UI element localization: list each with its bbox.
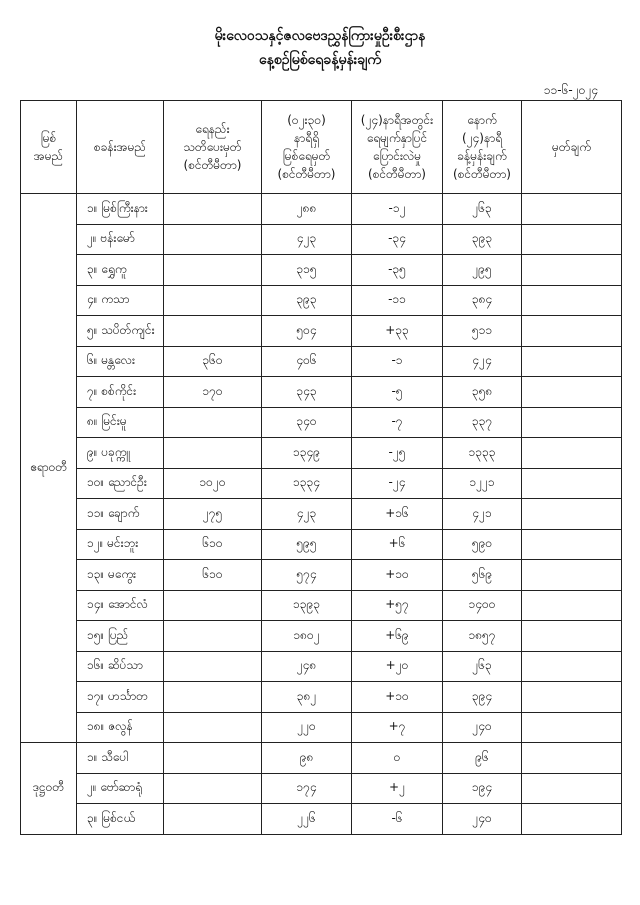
remarks-cell xyxy=(522,377,622,408)
forecast-cell: ၃၅၈ xyxy=(443,377,522,408)
change-cell: -၁၁ xyxy=(352,285,443,316)
forecast-cell: ၅၉၀ xyxy=(443,529,522,560)
observed-level-cell: ၃၄၃ xyxy=(262,377,352,408)
remarks-cell xyxy=(522,651,622,682)
table-row xyxy=(21,682,622,713)
header-line: (၂၄)နာရီအတွင်း xyxy=(360,113,434,127)
station-name-cell: ၄။ ကသာ xyxy=(77,285,164,316)
danger-level-cell: ၂၇၅ xyxy=(164,499,262,530)
header-line: (၀၂း၃၀) xyxy=(287,113,326,127)
remarks-cell xyxy=(522,316,622,347)
remarks-cell xyxy=(522,194,622,225)
observed-level-cell: ၅၀၄ xyxy=(262,316,352,347)
change-cell: +၂၀ xyxy=(352,651,443,682)
table-row xyxy=(21,316,622,347)
header-line: စခန်းအမည် xyxy=(93,140,147,154)
remarks-cell xyxy=(522,468,622,499)
header-station xyxy=(77,101,164,194)
header-danger-level xyxy=(164,101,262,194)
header-line: ခန့်မှန်းချက် xyxy=(457,149,507,163)
header-line: မှတ်ချက် xyxy=(552,140,591,154)
header-forecast xyxy=(443,101,522,194)
danger-level-cell xyxy=(164,438,262,469)
observed-level-cell: ၄၀၆ xyxy=(262,346,352,377)
station-name-cell: ၁၆။ ဆိပ်သာ xyxy=(77,651,164,682)
river-name-cell: ဧရာဝတီ xyxy=(21,194,77,743)
forecast-cell: ၂၉၅ xyxy=(443,255,522,286)
header-line: (၂၄)နာရီ xyxy=(461,131,503,145)
page-subtitle: နေ့စဉ်မြစ်ရေခန့်မှန်းချက် xyxy=(258,52,382,68)
header-remarks xyxy=(522,101,622,194)
forecast-cell: ၅၁၁ xyxy=(443,316,522,347)
table-row xyxy=(21,255,622,286)
forecast-cell: ၄၂၁ xyxy=(443,499,522,530)
station-name-cell: ၅။ သပိတ်ကျင်း xyxy=(77,316,164,347)
station-name-cell: ၁၄။ အောင်လံ xyxy=(77,590,164,621)
header-line: (စင်တီမီတာ) xyxy=(277,167,336,181)
forecast-cell: ၂၄၀ xyxy=(443,804,522,835)
change-cell: +၃၃ xyxy=(352,316,443,347)
danger-level-cell xyxy=(164,255,262,286)
table-row xyxy=(21,346,622,377)
change-cell: -၂၅ xyxy=(352,438,443,469)
observed-level-cell: ၅၇၄ xyxy=(262,560,352,591)
forecast-cell: ၉၆ xyxy=(443,743,522,774)
change-cell: -၁၂ xyxy=(352,194,443,225)
observed-level-cell: ၃၈၂ xyxy=(262,682,352,713)
header-line: မြစ်ရေမှတ် xyxy=(282,149,331,163)
header-line: အမည် xyxy=(33,149,64,163)
remarks-cell xyxy=(522,804,622,835)
change-cell: +၁၆ xyxy=(352,499,443,530)
table-header-row xyxy=(21,101,622,194)
station-name-cell: ၇။ စစ်ကိုင်း xyxy=(77,377,164,408)
river-forecast-table xyxy=(20,100,622,835)
danger-level-cell xyxy=(164,773,262,804)
station-name-cell: ၉။ ပခုက္ကူ xyxy=(77,438,164,469)
remarks-cell xyxy=(522,224,622,255)
observed-level-cell: ၂၈၈ xyxy=(262,194,352,225)
danger-level-cell xyxy=(164,194,262,225)
change-cell: -၆ xyxy=(352,804,443,835)
forecast-cell: ၁၄၀၀ xyxy=(443,590,522,621)
remarks-cell xyxy=(522,743,622,774)
header-line: ရေမျက်နှာပြင် xyxy=(366,131,428,145)
remarks-cell xyxy=(522,560,622,591)
observed-level-cell: ၁၃၃၄ xyxy=(262,468,352,499)
header-line: (စင်တီမီတာ) xyxy=(368,167,426,181)
forecast-cell: ၅၆၉ xyxy=(443,560,522,591)
change-cell: +၆ xyxy=(352,529,443,560)
observed-level-cell: ၁၇၄ xyxy=(262,773,352,804)
table-row xyxy=(21,224,622,255)
table-row xyxy=(21,499,622,530)
station-name-cell: ၂။ ဗော်ဆာရုံ xyxy=(77,773,164,804)
change-cell: +၇ xyxy=(352,712,443,743)
observed-level-cell: ၃၁၅ xyxy=(262,255,352,286)
forecast-cell: ၁၈၅၇ xyxy=(443,621,522,652)
station-name-cell: ၁၅။ ပြည် xyxy=(77,621,164,652)
station-name-cell: ၁၂။ မင်းဘူး xyxy=(77,529,164,560)
station-name-cell: ၂။ ဗန်းမော် xyxy=(77,224,164,255)
change-cell: -၁ xyxy=(352,346,443,377)
forecast-cell: ၂၆၃ xyxy=(443,194,522,225)
change-cell: +၂ xyxy=(352,773,443,804)
header-line: နာရီရှိ xyxy=(294,131,319,145)
forecast-cell: ၂၆၃ xyxy=(443,651,522,682)
table-row xyxy=(21,407,622,438)
danger-level-cell xyxy=(164,407,262,438)
danger-level-cell xyxy=(164,743,262,774)
header-line: ရေနည်း xyxy=(195,122,230,136)
remarks-cell xyxy=(522,682,622,713)
table-row xyxy=(21,804,622,835)
danger-level-cell: ၁၇၀ xyxy=(164,377,262,408)
table-body xyxy=(21,194,622,835)
table-row xyxy=(21,651,622,682)
header-line: (စင်တီမီတာ) xyxy=(453,167,511,181)
danger-level-cell xyxy=(164,224,262,255)
table-row xyxy=(21,590,622,621)
change-cell: -၂၄ xyxy=(352,468,443,499)
observed-level-cell: ၂၂၀ xyxy=(262,712,352,743)
observed-level-cell: ၁၈၀၂ xyxy=(262,621,352,652)
change-cell: +၆၉ xyxy=(352,621,443,652)
station-name-cell: ၁။ သီပေါ xyxy=(77,743,164,774)
remarks-cell xyxy=(522,621,622,652)
forecast-cell: ၁၃၃၃ xyxy=(443,438,522,469)
header-observed-level xyxy=(262,101,352,194)
danger-level-cell: ၆၁၀ xyxy=(164,529,262,560)
table-row xyxy=(21,743,622,774)
forecast-cell: ၁၂၂၁ xyxy=(443,468,522,499)
danger-level-cell: ၃၆၀ xyxy=(164,346,262,377)
station-name-cell: ၃။ မြစ်ငယ် xyxy=(77,804,164,835)
header-line: ပြောင်းလဲမှု xyxy=(372,149,422,163)
forecast-cell: ၁၉၄ xyxy=(443,773,522,804)
header-24h-change xyxy=(352,101,443,194)
station-name-cell: ၁။ မြစ်ကြီးနား xyxy=(77,194,164,225)
danger-level-cell xyxy=(164,804,262,835)
river-name-cell: ဒုဋ္ဌဝတီ xyxy=(21,743,77,835)
danger-level-cell: ၁၀၂၀ xyxy=(164,468,262,499)
remarks-cell xyxy=(522,438,622,469)
remarks-cell xyxy=(522,285,622,316)
station-name-cell: ၈။ မြင်းမူ xyxy=(77,407,164,438)
page-title: မိုးလေဝသနှင့်ဇလဗေဒညွှန်ကြားမှုဦးစီးဌာန xyxy=(214,28,426,44)
station-name-cell: ၆။ မန္တလေး xyxy=(77,346,164,377)
table-row xyxy=(21,377,622,408)
forecast-cell: ၃၃၇ xyxy=(443,407,522,438)
change-cell: -၇ xyxy=(352,407,443,438)
table-row xyxy=(21,438,622,469)
observed-level-cell: ၃၉၃ xyxy=(262,285,352,316)
header-line: (စင်တီမီတာ) xyxy=(183,158,242,172)
change-cell: +၁၀ xyxy=(352,682,443,713)
table-row xyxy=(21,560,622,591)
forecast-cell: ၃၉၄ xyxy=(443,682,522,713)
header-line: သတိပေးမှတ် xyxy=(183,140,242,154)
report-date: ၁၁-၆-၂၀၂၄ xyxy=(543,83,598,97)
station-name-cell: ၁၃။ မကွေး xyxy=(77,560,164,591)
remarks-cell xyxy=(522,346,622,377)
observed-level-cell: ၁၃၉၃ xyxy=(262,590,352,621)
header-line: မြစ် xyxy=(40,131,57,145)
change-cell: -၃၄ xyxy=(352,224,443,255)
observed-level-cell: ၁၃၄၉ xyxy=(262,438,352,469)
header-line: နောက် xyxy=(467,113,497,127)
table-row xyxy=(21,712,622,743)
remarks-cell xyxy=(522,255,622,286)
table-row xyxy=(21,194,622,225)
remarks-cell xyxy=(522,773,622,804)
table-row xyxy=(21,285,622,316)
table-row xyxy=(21,621,622,652)
danger-level-cell xyxy=(164,621,262,652)
danger-level-cell xyxy=(164,651,262,682)
observed-level-cell: ၃၄၀ xyxy=(262,407,352,438)
header-river xyxy=(21,101,77,194)
danger-level-cell xyxy=(164,285,262,316)
change-cell: -၃၅ xyxy=(352,255,443,286)
observed-level-cell: ၅၉၅ xyxy=(262,529,352,560)
observed-level-cell: ၂၄၈ xyxy=(262,651,352,682)
forecast-cell: ၃၉၃ xyxy=(443,224,522,255)
danger-level-cell xyxy=(164,682,262,713)
station-name-cell: ၁၇။ ဟင်္သာတ xyxy=(77,682,164,713)
station-name-cell: ၁၁။ ချောက် xyxy=(77,499,164,530)
danger-level-cell xyxy=(164,712,262,743)
observed-level-cell: ၄၂၃ xyxy=(262,499,352,530)
remarks-cell xyxy=(522,590,622,621)
forecast-cell: ၄၂၄ xyxy=(443,346,522,377)
forecast-cell: ၃၈၄ xyxy=(443,285,522,316)
forecast-cell: ၂၄၀ xyxy=(443,712,522,743)
change-cell: +၁၀ xyxy=(352,560,443,591)
remarks-cell xyxy=(522,529,622,560)
observed-level-cell: ၄၂၃ xyxy=(262,224,352,255)
change-cell: ၀ xyxy=(352,743,443,774)
table-row xyxy=(21,773,622,804)
danger-level-cell xyxy=(164,590,262,621)
remarks-cell xyxy=(522,407,622,438)
remarks-cell xyxy=(522,712,622,743)
observed-level-cell: ၂၂၆ xyxy=(262,804,352,835)
remarks-cell xyxy=(522,499,622,530)
table-row xyxy=(21,529,622,560)
change-cell: +၅၇ xyxy=(352,590,443,621)
observed-level-cell: ၉၈ xyxy=(262,743,352,774)
station-name-cell: ၃။ ရွှေကူ xyxy=(77,255,164,286)
station-name-cell: ၁၀။ ညောင်ဦး xyxy=(77,468,164,499)
change-cell: -၅ xyxy=(352,377,443,408)
danger-level-cell xyxy=(164,316,262,347)
station-name-cell: ၁၈။ ဇလွန် xyxy=(77,712,164,743)
table-row xyxy=(21,468,622,499)
danger-level-cell: ၆၁၀ xyxy=(164,560,262,591)
